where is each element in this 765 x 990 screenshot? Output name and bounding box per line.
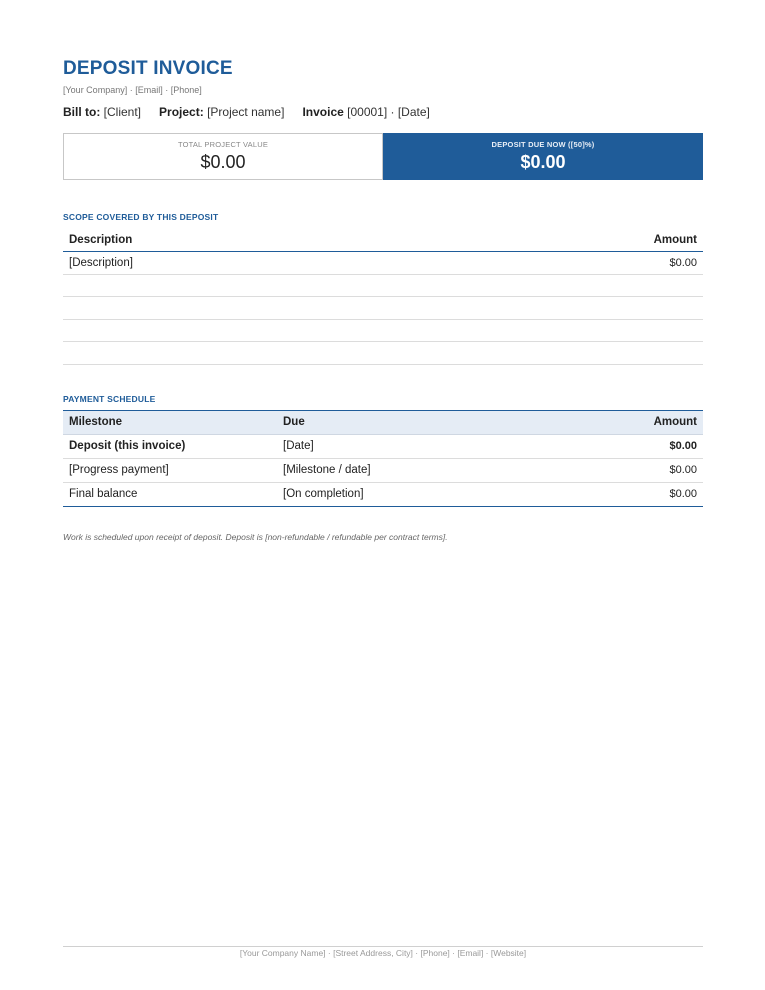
milestone-name: Deposit (this invoice) — [63, 434, 277, 458]
table-header-row — [63, 410, 703, 434]
milestone-due: [On completion] — [283, 488, 364, 500]
scope-amount — [433, 297, 703, 320]
scope-description — [63, 297, 433, 320]
project — [159, 105, 284, 119]
scope-amount: $0.00 — [433, 252, 703, 275]
milestone-amount: $0.00 — [551, 434, 703, 458]
deposit-due-label: DEPOSIT DUE NOW ([50]%) — [491, 140, 595, 149]
scope-description — [63, 319, 433, 342]
invoice-page — [63, 58, 703, 542]
summary-boxes — [63, 133, 703, 180]
total-project-value: $0.00 — [200, 152, 246, 172]
invoice-number — [302, 105, 429, 119]
table-row — [63, 319, 703, 342]
scope-heading: SCOPE COVERED BY THIS DEPOSIT — [63, 212, 219, 222]
deposit-terms-note: Work is scheduled upon receipt of deposit. Deposit is [non-refundable / refundable per contract terms]. — [63, 531, 448, 542]
scope-amount — [433, 342, 703, 365]
invoice-title: DEPOSIT INVOICE — [63, 58, 233, 79]
milestone-amount: $0.00 — [669, 488, 697, 500]
milestone-name: [Progress payment] — [63, 458, 277, 482]
table-row — [63, 252, 703, 275]
deposit-due-value: $0.00 — [520, 152, 566, 172]
table-row — [63, 458, 703, 482]
column-header-due: Due — [277, 410, 551, 434]
scope-amount — [433, 274, 703, 297]
bill-to-label: Bill to: — [63, 105, 101, 119]
company-contact: [Your Company] · [Email] · [Phone] — [63, 85, 202, 95]
scope-description: [Description] — [63, 252, 433, 275]
invoice-meta — [63, 105, 703, 119]
deposit-due-box — [383, 133, 703, 180]
total-project-value-box — [63, 133, 383, 180]
total-project-value-label: TOTAL PROJECT VALUE — [177, 140, 269, 149]
milestone-amount: $0.00 — [551, 458, 703, 482]
project-label: Project: — [159, 105, 204, 119]
table-row — [63, 342, 703, 365]
column-header-amount: Amount — [433, 228, 703, 252]
table-row — [63, 434, 703, 458]
column-header-amount: Amount — [551, 410, 703, 434]
project-value: [Project name] — [207, 105, 285, 119]
invoice-value: [00001] · [Date] — [347, 105, 430, 119]
scope-amount — [433, 319, 703, 342]
table-row — [63, 482, 703, 506]
bill-to-value: [Client] — [103, 105, 142, 119]
table-row — [63, 274, 703, 297]
scope-description — [63, 274, 433, 297]
table-header-row — [63, 228, 703, 252]
milestone-due: [Milestone / date] — [277, 458, 551, 482]
bill-to — [63, 105, 141, 119]
page-footer: [Your Company Name] · [Street Address, City] · [Phone] · [Email] · [Website] — [63, 946, 703, 958]
invoice-label: Invoice — [302, 105, 344, 119]
column-header-milestone: Milestone — [63, 410, 277, 434]
table-row — [63, 297, 703, 320]
milestone-due: [Date] — [277, 434, 551, 458]
payment-schedule-table — [63, 410, 703, 507]
milestone-name: Final balance — [69, 488, 138, 500]
payment-schedule-heading: PAYMENT SCHEDULE — [63, 393, 156, 404]
scope-description — [63, 342, 433, 365]
scope-table — [63, 228, 703, 365]
column-header-description: Description — [63, 228, 433, 252]
